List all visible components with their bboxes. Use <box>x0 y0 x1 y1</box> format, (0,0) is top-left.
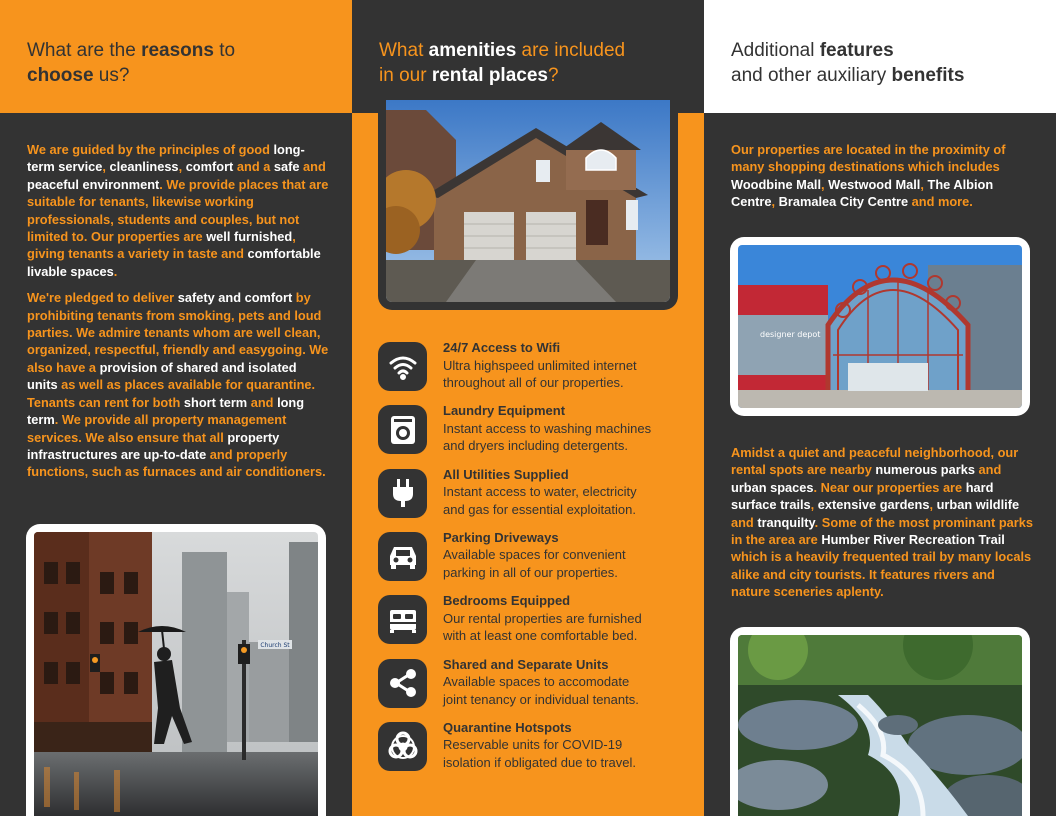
highlighted-text: property infrastructures are up-to-date <box>27 429 280 462</box>
highlighted-text: well furnished <box>206 229 293 245</box>
river-photo-frame <box>730 627 1030 816</box>
amenity-item <box>378 466 688 522</box>
amenity-description: Our rental properties are furnished <box>443 610 642 626</box>
amenity-description: Ultra highspeed unlimited internet <box>443 357 637 373</box>
amenity-description: Available spaces to accomodate <box>443 674 630 689</box>
street-sign-label: Church St <box>260 642 290 649</box>
amenity-item <box>378 656 688 712</box>
highlighted-text: urban wildlife <box>936 497 1020 513</box>
panel-reasons-heading <box>0 0 352 113</box>
panel-amenities <box>352 0 704 816</box>
body-text: . Some of the most prominant parks in the area are <box>731 514 1033 548</box>
river-photo <box>738 635 1022 816</box>
highlighted-text: long-term service <box>27 142 305 175</box>
reasons-paragraph-1 <box>27 141 329 280</box>
body-text: , <box>810 497 818 513</box>
body-text: We're pledged to deliver <box>27 290 178 306</box>
panel-amenities-heading <box>352 0 704 113</box>
heading-text: us? <box>93 65 130 86</box>
share-icon <box>378 659 427 708</box>
amenity-item <box>378 402 688 458</box>
body-text: as well as places available for quarantine. Tenants can rent for both <box>27 377 316 410</box>
body-text: , <box>771 194 779 210</box>
features-paragraph-1 <box>731 141 1033 211</box>
highlighted-text: safety and comfort <box>177 290 293 306</box>
body-text: which is a heavily frequented trail by many locals alike and city tourists. It features rivers and nature sceneries aplenty. <box>731 549 1032 600</box>
body-text: We are guided by the principles of good <box>27 142 274 157</box>
reasons-body <box>27 141 329 490</box>
body-text: , <box>929 497 937 513</box>
heading-text: are included <box>516 40 626 61</box>
house-photo <box>386 100 670 302</box>
amenity-text <box>443 719 636 772</box>
amenity-text <box>443 339 637 392</box>
bed-icon <box>378 595 427 644</box>
amenity-description: with at least one comfortable bed. <box>443 628 638 644</box>
highlighted-text: peaceful environment <box>27 176 160 192</box>
amenity-description: parking in all of our properties. <box>443 564 618 580</box>
highlighted-text: urban spaces <box>731 479 814 495</box>
biohazard-icon <box>378 722 427 771</box>
amenity-description: joint tenancy or individual tenants. <box>443 691 639 707</box>
body-text: and <box>247 394 278 410</box>
features-body-2 <box>731 444 1033 610</box>
mall-sign-label: designer depot <box>760 330 821 339</box>
body-text: . Near our properties are <box>813 479 966 495</box>
highlighted-text: long term <box>27 394 305 428</box>
car-icon <box>378 532 427 581</box>
body-text: Our properties are located in the proximity of many shopping destinations which includes <box>731 142 1006 175</box>
body-text: , <box>178 159 186 175</box>
body-text: and <box>974 462 1002 478</box>
amenity-title: Laundry Equipment <box>443 403 566 419</box>
heading-bold: benefits <box>891 65 965 86</box>
amenity-text <box>443 402 651 455</box>
highlighted-text: comfortable livable spaces <box>27 246 321 279</box>
amenity-description: and gas for essential exploitation. <box>443 501 636 517</box>
amenity-description: and dryers including detergents. <box>443 438 629 454</box>
heading-text: Additional <box>731 40 820 61</box>
heading-text: in our <box>379 65 432 86</box>
body-text: and more. <box>908 194 973 210</box>
body-text: , <box>102 159 110 175</box>
heading-text: and other auxiliary <box>731 65 892 86</box>
heading-bold: features <box>819 40 894 61</box>
amenity-title: Quarantine Hotspots <box>443 719 572 735</box>
highlighted-text: provision of shared and isolated units <box>27 359 297 393</box>
highlighted-text: numerous parks <box>875 462 975 478</box>
body-text: and a <box>233 159 274 175</box>
amenity-title: Parking Driveways <box>443 529 559 545</box>
heading-bold: amenities <box>428 40 517 61</box>
amenity-title: 24/7 Access to Wifi <box>443 340 561 355</box>
body-text: , <box>821 176 829 192</box>
panel-reasons <box>0 0 352 816</box>
highlighted-text: cleanliness <box>109 159 179 175</box>
amenity-title: Bedrooms Equipped <box>443 593 571 609</box>
highlighted-text: The Albion Centre <box>731 176 994 210</box>
highlighted-text: short term <box>183 394 248 410</box>
mall-photo <box>738 245 1022 408</box>
body-text: . We provide places that are suitable for tenants, likewise working professionals, students and couples, but not limited to. Our properties are <box>27 176 329 245</box>
heading-text: What <box>379 40 429 61</box>
house-photo-frame <box>378 100 678 310</box>
amenity-text <box>443 592 642 645</box>
highlighted-text: hard surface trails <box>731 479 994 513</box>
reasons-paragraph-2 <box>27 289 329 480</box>
highlighted-text: Woodbine Mall <box>731 176 822 192</box>
mall-photo-frame <box>730 237 1030 416</box>
panel-features <box>704 0 1056 816</box>
heading-bold: choose <box>27 65 94 86</box>
amenity-description: isolation if obligated due to travel. <box>443 754 636 770</box>
amenity-title: All Utilities Supplied <box>443 466 569 482</box>
amenity-description: Available spaces for convenient <box>443 547 626 563</box>
body-text: Amidst a quiet and peaceful neighborhood, our rental spots are nearby <box>731 445 1019 478</box>
amenity-title: Shared and Separate Units <box>443 656 609 672</box>
highlighted-text: safe <box>273 159 300 175</box>
body-text: , giving tenants a variety in taste and <box>27 229 296 262</box>
heading-text: to <box>213 40 236 61</box>
amenity-description: Instant access to water, electricity <box>443 484 637 500</box>
amenity-item <box>378 719 688 775</box>
amenity-description: Instant access to washing machines <box>443 420 652 436</box>
heading-text: What are the <box>27 40 142 61</box>
panel-features-heading <box>704 0 1056 113</box>
city-street-photo-frame <box>26 524 326 816</box>
wifi-icon <box>378 342 427 391</box>
highlighted-text: tranquilty <box>757 514 815 530</box>
highlighted-text: extensive gardens <box>817 497 930 513</box>
body-text: , <box>920 176 928 192</box>
city-street-photo <box>34 532 318 816</box>
heading-text: ? <box>547 65 559 86</box>
amenity-item <box>378 529 688 585</box>
highlighted-text: Westwood Mall <box>828 176 921 192</box>
heading-bold: rental places <box>431 65 548 86</box>
heading-bold: reasons <box>141 40 214 61</box>
highlighted-text: comfort <box>185 159 234 175</box>
body-text: and <box>731 514 758 530</box>
amenity-text <box>443 529 626 582</box>
body-text: by prohibiting tenants from smoking, pets and loud parties. We admire tenants whom are well clean, organized, respectful, friendly and easygoing. We also have a <box>27 290 329 375</box>
amenity-text <box>443 466 637 519</box>
amenity-item <box>378 592 688 648</box>
amenity-item <box>378 339 688 395</box>
body-text: and properly functions, such as furnaces and air conditioners. <box>27 446 326 480</box>
body-text: . <box>113 263 118 279</box>
amenity-description: throughout all of our properties. <box>443 375 624 390</box>
washing-machine-icon <box>378 405 427 454</box>
features-paragraph-2 <box>731 444 1033 601</box>
features-body-1 <box>731 141 1033 220</box>
amenity-description: Reservable units for COVID-19 <box>443 737 623 753</box>
body-text: and <box>299 159 326 175</box>
highlighted-text: Bramalea City Centre <box>778 194 909 210</box>
body-text: . We provide all property management services. We also ensure that all <box>27 412 287 445</box>
amenity-text <box>443 656 639 709</box>
highlighted-text: Humber River Recreation Trail <box>821 532 1005 548</box>
plug-icon <box>378 469 427 518</box>
